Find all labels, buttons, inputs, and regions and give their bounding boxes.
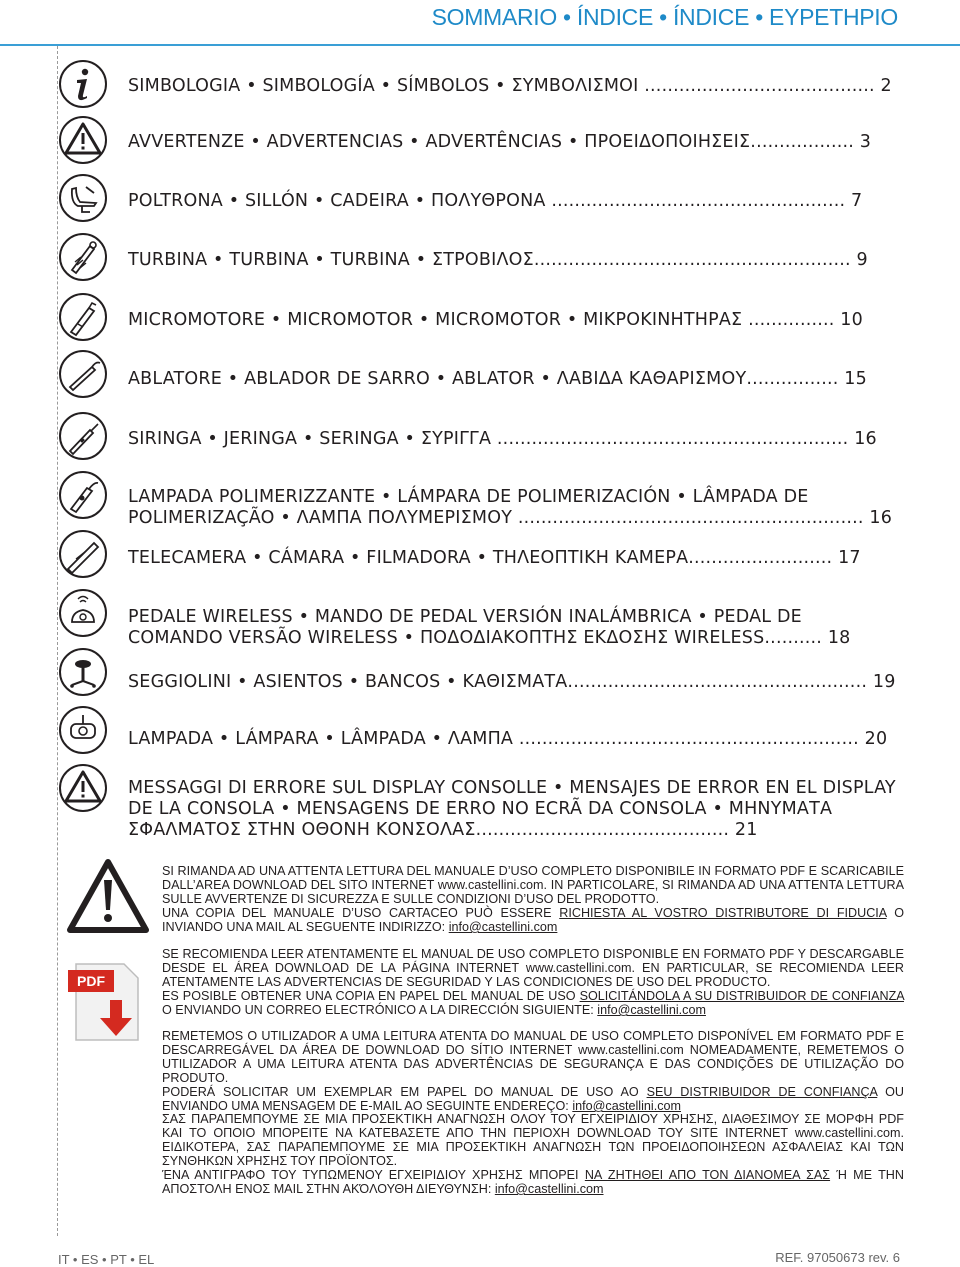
notes-spanish (162, 947, 904, 1017)
toc-entry-camera[interactable]: TELECAMERA • CÁMARA • FILMADORA • ΤΗΛΕΟΠΤΙΚΗ ΚΑΜΕΡΑ......................... 17 (128, 548, 861, 568)
notes-it-paragraph-2: UNA COPIA DEL MANUALE D’USO CARTACEO PUÒ ESSERE RICHIESTA AL VOSTRO DISTRIBUTORE DI FIDUCIA O INVIANDO UNA MAIL AL SEGUENTE INDIRIZZO: info@castellini.com (162, 906, 904, 934)
email-link[interactable]: info@castellini.com (448, 920, 558, 934)
toc-entry-chair[interactable]: POLTRONA • SILLÓN • CADEIRA • ΠΟΛΥΘΡΟΝΑ ................................................... 7 (128, 191, 863, 211)
toc-entry-warnings[interactable]: AVVERTENZE • ADVERTENCIAS • ADVERTÊNCIAS • ΠΡΟΕΙΔΟΠΟΙΗΣΕΙΣ.................. 3 (128, 132, 872, 152)
footer-languages: IT • ES • PT • EL (58, 1252, 155, 1267)
scaler-icon (58, 349, 108, 399)
intraoral-camera-icon (58, 529, 108, 579)
warning-icon (58, 115, 108, 165)
notes-el-paragraph-1: ΣΑΣ ΠΑΡΑΠΕΜΠΟΥΜΕ ΣΕ ΜΙΑ ΠΡΟΣΕΚΤΙΚΗ ΑΝΑΓΝΩΣΗ ΟΛΟΥ ΤΟΥ ΕΓΧΕΙΡΙΔΙΟΥ ΧΡΗΣΗΣ, ΔΙΑΘΕΣΙΜΟΥ ΣΕ ΜΟΡΦΗ PDF ΚΑΙ ΤΟ ΟΠΟΙΟ ΜΠΟΡΕΙΤΕ ΝΑ ΚΑΤΕΒΑΣΕΤΕ ΑΠΟ ΤΗΝ ΠΕΡΙΟΧΗ DOWNLOAD ΤΟΥ SITE INTERNET www.castellini.com. ΕΙΔΙΚΟΤΕΡΑ, ΣΑΣ ΠΑΡΑΠΕΜΠΟΥΜΕ ΣΕ ΜΙΑ ΠΡΟΣΕΚΤΙΚΗ ΑΝΑΓΝΩΣΗ ΤΩΝ ΠΡΟΕΙΔΟΠΟΙΗΣΕΩΝ ΑΣΦΑΛΕΙΑΣ ΚΑΙ ΤΩΝ ΣΥΝΘΗΚΩΝ ΧΡΗΣΗΣ ΤΟΥ ΠΡΟΪΟΝΤΟΣ. (162, 1112, 904, 1168)
pdf-label: PDF (77, 973, 105, 989)
dental-chair-icon (58, 173, 108, 223)
toc-entry-curing-lamp[interactable]: LAMPADA POLIMERIZZANTE • LÁMPARA DE POLIMERIZACIÓN • LÂMPADA DE POLIMERIZAÇÃO • ΛΑΜΠΑ ΠΟΛΥΜΕΡΙΣΜΟΥ ............................................................ 16 (128, 487, 893, 528)
pdf-download-icon (66, 960, 150, 1046)
notes-es-paragraph-2: ES POSIBLE OBTENER UNA COPIA EN PAPEL DEL MANUAL DE USO SOLICITÁNDOLA A SU DISTRIBUIDOR DE CONFIANZA O ENVIANDO UN CORREO ELECTRÓNICO A LA DIRECCIÓN SIGUIENTE: info@castellini.com (162, 989, 904, 1017)
page-title: SOMMARIO • ÍNDICE • ÍNDICE • ΕΥΡΕΤΗΡΙΟ (431, 4, 898, 30)
warning-triangle-icon (66, 858, 150, 936)
toc-entry-stools[interactable]: SEGGIOLINI • ASIENTOS • BANCOS • ΚΑΘΙΣΜΑΤΑ.................................................... 19 (128, 672, 896, 692)
stool-icon (58, 647, 108, 697)
email-link[interactable]: info@castellini.com (494, 1182, 604, 1196)
notes-greek (162, 1112, 904, 1196)
wireless-pedal-icon (58, 588, 108, 638)
notes-el-paragraph-2: ΈΝΑ ΑΝΤΙΓΡΑΦΟ ΤΟΥ ΤΥΠΩΜΕΝΟΥ ΕΓΧΕΙΡΙΔΙΟΥ ΧΡΗΣΗΣ ΜΠΟΡΕΙ ΝΑ ΖΗΤΗΘΕΙ ΑΠΟ ΤΟΝ ΔΙΑΝΟΜΕΑ ΣΑΣ Ή ΜΕ ΤΗΝ ΑΠΟΣΤΟΛΗ ΕΝΟΣ MAIL ΣΤΗΝ ΑΚΌΛΟΥΘΗ ΔΙΕΥΘΥΝΣΗ: info@castellini.com (162, 1168, 904, 1196)
toc-entry-scaler[interactable]: ABLATORE • ABLADOR DE SARRO • ABLATOR • ΛΑΒΙΔΑ ΚΑΘΑΡΙΣΜΟΥ................ 15 (128, 369, 867, 389)
toc-entry-symbols[interactable]: SIMBOLOGIA • SIMBOLOGÍA • SÍMBOLOS • ΣΥΜΒΟΛΙΣΜΟΙ ........................................ 2 (128, 76, 892, 96)
operating-lamp-icon (58, 705, 108, 755)
toc-entry-lamp[interactable]: LAMPADA • LÁMPARA • LÂMPADA • ΛΑΜΠΑ ........................................................... 20 (128, 729, 888, 749)
micromotor-icon (58, 292, 108, 342)
curing-lamp-icon (58, 470, 108, 520)
info-icon (58, 59, 108, 109)
dashed-guide-line (57, 46, 58, 1236)
syringe-icon (58, 411, 108, 461)
toc-entry-error-messages[interactable]: MESSAGGI DI ERRORE SUL DISPLAY CONSOLLE • MENSAJES DE ERROR EN EL DISPLAY DE LA CONSOLA • MENSAGENS DE ERRO NO ECRÃ DA CONSOLA • ΜΗΝΥΜΑΤΑ ΣΦΑΛΜΑΤΟΣ ΣΤΗΝ ΟΘΟΝΗ ΚΟΝΣΟΛΑΣ............................................ 21 (128, 778, 896, 840)
email-link[interactable]: info@castellini.com (572, 1099, 681, 1113)
toc-entry-turbine[interactable]: TURBINA • TURBINA • TURBINA • ΣΤΡΟΒΙΛΟΣ....................................................... 9 (128, 250, 868, 270)
notes-it-paragraph-1: SI RIMANDA AD UNA ATTENTA LETTURA DEL MANUALE D’USO COMPLETO DISPONIBILE IN FORMATO PDF E SCARICABILE DALL’AREA DOWNLOAD DEL SITO INTERNET www.castellini.com. IN PARTICOLARE, SI RIMANDA AD UNA ATTENTA LETTURA SULLE AVVERTENZE DI SICUREZZA E SULLE CONDIZIONI D’USO DEL PRODOTTO. (162, 864, 904, 906)
toc-entry-micromotor[interactable]: MICROMOTORE • MICROMOTOR • MICROMOTOR • ΜΙΚΡΟΚΙΝΗΤΗΡΑΣ ............... 10 (128, 310, 863, 330)
toc-entry-wireless-pedal[interactable]: PEDALE WIRELESS • MANDO DE PEDAL VERSIÓN INALÁMBRICA • PEDAL DE COMANDO VERSÃO WIRELESS • ΠΟΔΟΔΙΑΚΟΠΤΗΣ ΕΚΔΟΣΗΣ WIRELESS.......... 18 (128, 607, 851, 648)
turbine-icon (58, 232, 108, 282)
notes-es-paragraph-1: SE RECOMIENDA LEER ATENTAMENTE EL MANUAL DE USO COMPLETO DISPONIBLE EN FORMATO PDF Y DESCARGABLE DESDE EL ÁREA DOWNLOAD DE LA PÁGINA INTERNET www.castellini.com. EN PARTICULAR, SE RECOMIENDA LEER ATENTAMENTE LAS ADVERTENCIAS DE SEGURIDAD Y LAS CONDICIONES DE USO DEL PRODUCTO. (162, 947, 904, 989)
toc-entry-syringe[interactable]: SIRINGA • JERINGA • SERINGA • ΣΥΡΙΓΓΑ ............................................................. 16 (128, 429, 877, 449)
notes-pt-paragraph-2: PODERÁ SOLICITAR UM EXEMPLAR EM PAPEL DO MANUAL DE USO AO SEU DISTRIBUIDOR DE CONFIANÇA OU ENVIANDO UMA MENSAGEM DE E-MAIL AO SEGUINTE ENDEREÇO: info@castellini.com (162, 1085, 904, 1113)
warning-icon (58, 763, 108, 813)
header-rule (0, 44, 960, 46)
footer-reference: REF. 97050673 rev. 6 (775, 1250, 900, 1265)
email-link[interactable]: info@castellini.com (597, 1003, 706, 1017)
notes-portuguese (162, 1029, 904, 1113)
notes-pt-paragraph-1: REMETEMOS O UTILIZADOR A UMA LEITURA ATENTA DO MANUAL DE USO COMPLETO DISPONÍVEL EM FORMATO PDF E DESCARREGÁVEL DA ÁREA DE DOWNLOAD DO SÍTIO INTERNET www.castellini.com NOMEADAMENTE, REMETEMOS O UTILIZADOR A UMA LEITURA ATENTA DAS ADVERTÊNCIAS DE SEGURANÇA E DAS CONDIÇÕES DE UTILIZAÇÃO DO PRODUTO. (162, 1029, 904, 1085)
notes-italian (162, 864, 904, 934)
